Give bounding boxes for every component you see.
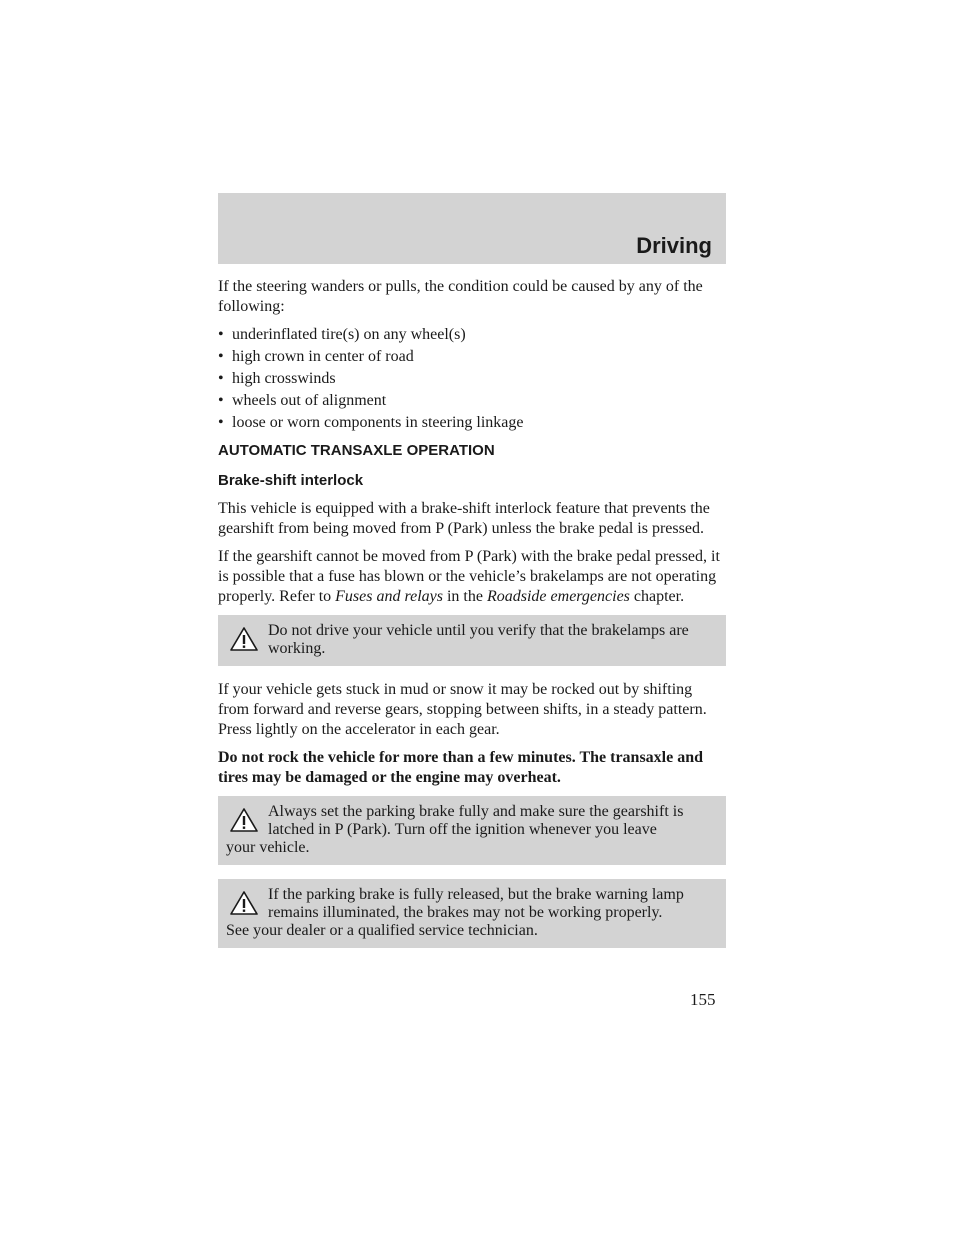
warning-text: If the parking brake is fully released, but the brake warning lamp remains illuminated, the brakes may not be working properly. (268, 886, 684, 921)
gearshift-text-middle: in the (442, 588, 487, 605)
roadside-emergencies-reference: Roadside emergencies (486, 588, 630, 605)
intro-paragraph: If the steering wanders or pulls, the condition could be caused by any of the following: (218, 278, 703, 315)
warning-triangle-icon (229, 807, 259, 833)
list-item (218, 391, 726, 411)
bullet-mark: • (218, 326, 224, 343)
bullet-mark: • (218, 370, 224, 387)
bullet-mark: • (218, 414, 224, 431)
warning-text: Do not drive your vehicle until you verify that the brakelamps are working. (268, 622, 689, 657)
gearshift-text-after: chapter. (629, 588, 685, 605)
rocking-paragraph: If your vehicle gets stuck in mud or snow it may be rocked out by shifting from forward and reverse gears, stopping between shifts, in a steady pattern. Press lightly on the accelerator in each gear. (218, 681, 707, 738)
list-item-text: high crosswinds (232, 370, 336, 387)
page-number: 155 (690, 990, 716, 1009)
chapter-header-band (218, 193, 726, 264)
page-content (218, 277, 726, 962)
section-heading: AUTOMATIC TRANSAXLE OPERATION (218, 442, 495, 459)
warning-triangle-icon (229, 626, 259, 652)
gearshift-text-before: If the gearshift cannot be moved from P (Park) with the brake pedal pressed, it is possible that a fuse has blown or the vehicle’s brakelamps are not operating properly. Refer to (218, 548, 720, 605)
chapter-title: Driving (636, 233, 712, 258)
warning-text-continued: See your dealer or a qualified service technician. (226, 922, 538, 939)
list-item-text: loose or worn components in steering linkage (232, 414, 524, 431)
list-item-text: wheels out of alignment (232, 392, 387, 409)
fuses-relays-reference: Fuses and relays (335, 588, 443, 605)
list-item-text: high crown in center of road (232, 348, 414, 365)
warning-text-continued: your vehicle. (226, 839, 310, 856)
list-item (218, 413, 726, 433)
list-item-text: underinflated tire(s) on any wheel(s) (232, 326, 466, 343)
steering-causes-list (218, 325, 726, 433)
bullet-mark: • (218, 392, 224, 409)
sub-heading: Brake-shift interlock (218, 472, 364, 489)
list-item (218, 325, 726, 345)
warning-box-brakelamps (218, 615, 726, 666)
warning-box-parking-brake (218, 796, 726, 865)
rocking-caution: Do not rock the vehicle for more than a few minutes. The transaxle and tires may be damaged or the engine may overheat. (218, 749, 704, 786)
warning-box-brake-lamp (218, 879, 726, 948)
gearshift-paragraph (218, 547, 726, 607)
warning-triangle-icon (229, 890, 259, 916)
interlock-paragraph: This vehicle is equipped with a brake-shift interlock feature that prevents the gearshift from being moved from P (Park) unless the brake pedal is pressed. (218, 500, 710, 537)
list-item (218, 369, 726, 389)
bullet-mark: • (218, 348, 224, 365)
warning-text: Always set the parking brake fully and make sure the gearshift is latched in P (Park). Turn off the ignition whenever you leave (268, 803, 684, 838)
list-item (218, 347, 726, 367)
